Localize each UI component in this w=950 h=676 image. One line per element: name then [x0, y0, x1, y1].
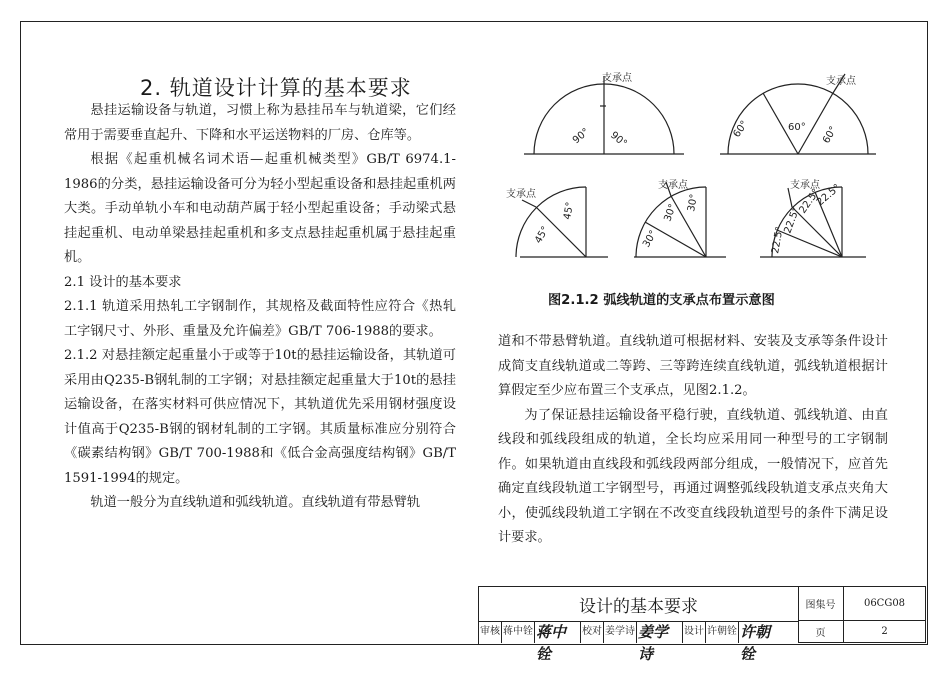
subsection-heading: 2.1 设计的基本要求 [64, 274, 182, 290]
design-label: 设计 [683, 621, 706, 643]
title-block [478, 586, 926, 663]
angle-label: 22.5° [814, 182, 843, 209]
drawing-title: 设计的基本要求 [479, 587, 799, 622]
support-label: 支承点 [790, 180, 820, 191]
page-label: 页 [798, 621, 844, 643]
paragraph: 为了保证悬挂运输设备平稳行驶，直线轨道、弧线轨道、由直线段和弧线段组成的轨道，全长均应采用同一种型号的工字钢制作。如果轨道由直线段和弧线段两部分组成，一般情况下，应首先确定直线段轨道工字钢型号，再通过调整弧线段轨道支承点夹角大小，使弧线段轨道工字钢在不改变直线段轨道型号的条件下满足设计要求。 [498, 407, 888, 545]
angle-label: 60° [788, 122, 806, 133]
angle-label: 60° [821, 124, 840, 146]
paragraph: 道和不带悬臂轨道。直线轨道可根据材料、安装及支承等条件设计成简支直线轨道或二等跨、三等跨连续直线轨道，弧线轨道根据计算假定至少应布置三个支承点，见图2.1.2。 [498, 334, 888, 398]
reviewer-name: 蒋中铨 [502, 621, 535, 643]
paragraph: 根据《起重机械名词术语—起重机械类型》GB/T 6974.1-1986的分类，悬挂运输设备可分为轻小型起重设备和悬挂起重机两大类。手动单轨小车和电动葫芦属于轻小型起重设备；手动梁式悬挂起重机、电动单梁悬挂起重机和多支点悬挂起重机属于悬挂起重机。 [64, 152, 456, 265]
checker-signature: 姜学诗 [637, 621, 683, 643]
angle-label: 90° [570, 126, 592, 147]
page-number: 2 [844, 621, 926, 643]
reviewer-signature: 蒋中铨 [535, 621, 581, 643]
support-point-figure [498, 72, 893, 292]
angle-label: 45° [533, 224, 552, 246]
angle-label: 60° [731, 118, 751, 140]
angle-label: 30° [662, 202, 679, 224]
check-label: 校对 [581, 621, 604, 643]
angle-label: 30° [641, 228, 660, 250]
angle-label: 22.5° [782, 205, 803, 236]
right-column [498, 330, 888, 551]
angle-label: 90° [608, 129, 629, 150]
paragraph: 悬挂运输设备与轨道，习惯上称为悬挂吊车与轨道梁，它们经常用于需要垂直起升、下降和水平运送物料的厂房、仓库等。 [64, 103, 456, 143]
angle-label: 22.5° [797, 187, 823, 216]
angle-label: 30° [686, 193, 701, 213]
support-label: 支承点 [826, 76, 856, 87]
figure-caption: 图2.1.2 弧线轨道的支承点布置示意图 [548, 293, 775, 308]
atlas-label: 图集号 [798, 587, 844, 621]
clause-2-1-2: 2.1.2 对悬挂额定起重量小于或等于10t的悬挂运输设备，其轨道可采用由Q235-B钢轧制的工字钢；对悬挂额定起重量大于10t的悬挂运输设备，在落实材料可供应情况下，其轨道优先采用钢材强度设计值高于Q235-B钢的钢材轧制的工字钢。其质量标准应分别符合《碳素结构钢》GB/T 700-1988和《低合金高强度结构钢》GB/T 1591-1994的规定。 [64, 348, 456, 486]
angle-label: 45° [562, 201, 577, 221]
designer-signature: 许朝铨 [740, 623, 771, 663]
angle-label: 22.5° [770, 225, 786, 255]
checker-name: 姜学诗 [604, 621, 637, 643]
clause-2-1-1: 2.1.1 轨道采用热轧工字钢制作，其规格及截面特性应符合《热轧工字钢尺寸、外形、重量及允许偏差》GB/T 706-1988的要求。 [64, 299, 456, 339]
signature-row [479, 621, 799, 663]
support-label: 支承点 [658, 180, 688, 191]
atlas-number: 06CG08 [844, 587, 926, 621]
review-label: 审核 [479, 621, 502, 643]
section-title: 2. 轨道设计计算的基本要求 [140, 76, 412, 100]
designer-name: 许朝铨 [706, 621, 739, 643]
paragraph: 轨道一般分为直线轨道和弧线轨道。直线轨道有带悬臂轨 [90, 495, 421, 510]
support-label: 支承点 [602, 73, 632, 84]
left-column [64, 99, 456, 516]
support-label: 支承点 [506, 189, 536, 200]
